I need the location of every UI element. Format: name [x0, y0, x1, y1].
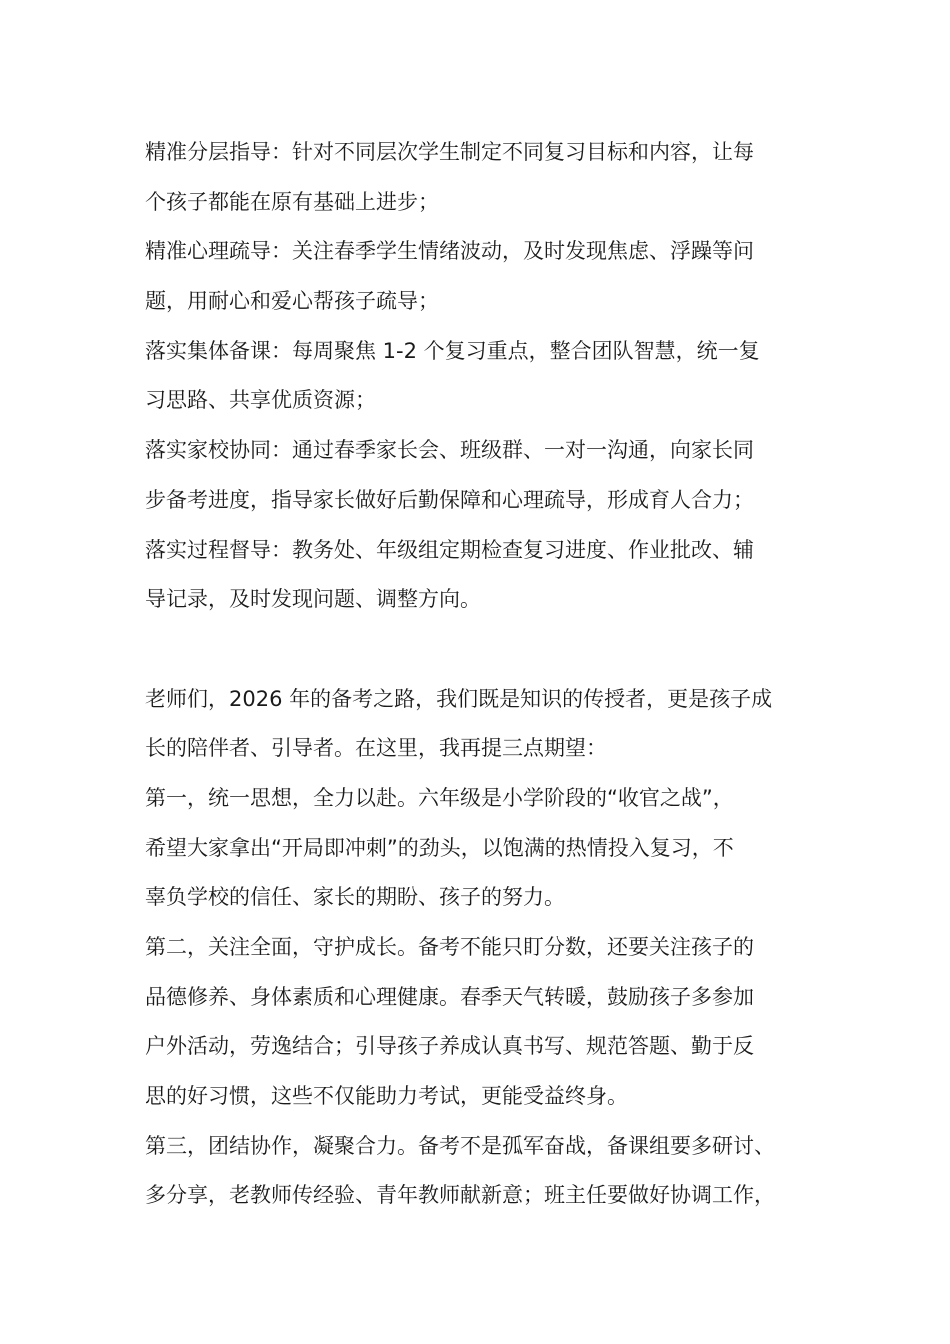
text-line: 精准分层指导：针对不同层次学生制定不同复习目标和内容，让每	[145, 140, 754, 164]
text-line: 多分享，老教师传经验、青年教师献新意；班主任要做好协调工作，	[145, 1183, 775, 1208]
text-line: 第三，团结协作，凝聚合力。备考不是孤军奋战，备课组要多研讨、	[145, 1133, 775, 1158]
text-line: 品德修养、身体素质和心理健康。春季天气转暖，鼓励孩子多参加	[145, 984, 754, 1009]
text-line: 精准心理疏导：关注春季学生情绪波动，及时发现焦虑、浮躁等问	[145, 239, 754, 264]
text-line: 步备考进度，指导家长做好后勤保障和心理疏导，形成育人合力；	[145, 487, 754, 512]
text-line: 落实家校协同：通过春季家长会、班级群、一对一沟通，向家长同	[145, 438, 754, 463]
text-line: 题，用耐心和爱心帮孩子疏导；	[145, 289, 439, 314]
text-line: 老师们，2026 年的备考之路，我们既是知识的传授者，更是孩子成	[145, 686, 773, 711]
text-line: 落实过程督导：教务处、年级组定期检查复习进度、作业批改、辅	[145, 537, 754, 562]
text-line: 思的好习惯，这些不仅能助力考试，更能受益终身。	[145, 1084, 628, 1109]
text-line: 个孩子都能在原有基础上进步；	[145, 189, 439, 214]
text-line: 辜负学校的信任、家长的期盼、孩子的努力。	[145, 885, 565, 910]
text-line: 习思路、共享优质资源；	[145, 388, 376, 413]
text-line: 户外活动，劳逸结合；引导孩子养成认真书写、规范答题、勤于反	[145, 1034, 754, 1059]
document-body	[145, 128, 835, 1221]
text-line: 落实集体备课：每周聚焦 1-2 个复习重点，整合团队智慧，统一复	[145, 338, 760, 363]
text-line: 长的陪伴者、引导者。在这里，我再提三点期望：	[145, 736, 607, 761]
text-line: 第二，关注全面，守护成长。备考不能只盯分数，还要关注孩子的	[145, 935, 754, 959]
text-line: 导记录，及时发现问题、调整方向。	[145, 587, 481, 612]
text-line: 第一，统一思想，全力以赴。六年级是小学阶段的“收官之战”，	[145, 785, 734, 810]
text-line: 希望大家拿出“开局即冲刺”的劲头，以饱满的热情投入复习，不	[145, 835, 734, 860]
paragraph-gap	[145, 625, 835, 675]
